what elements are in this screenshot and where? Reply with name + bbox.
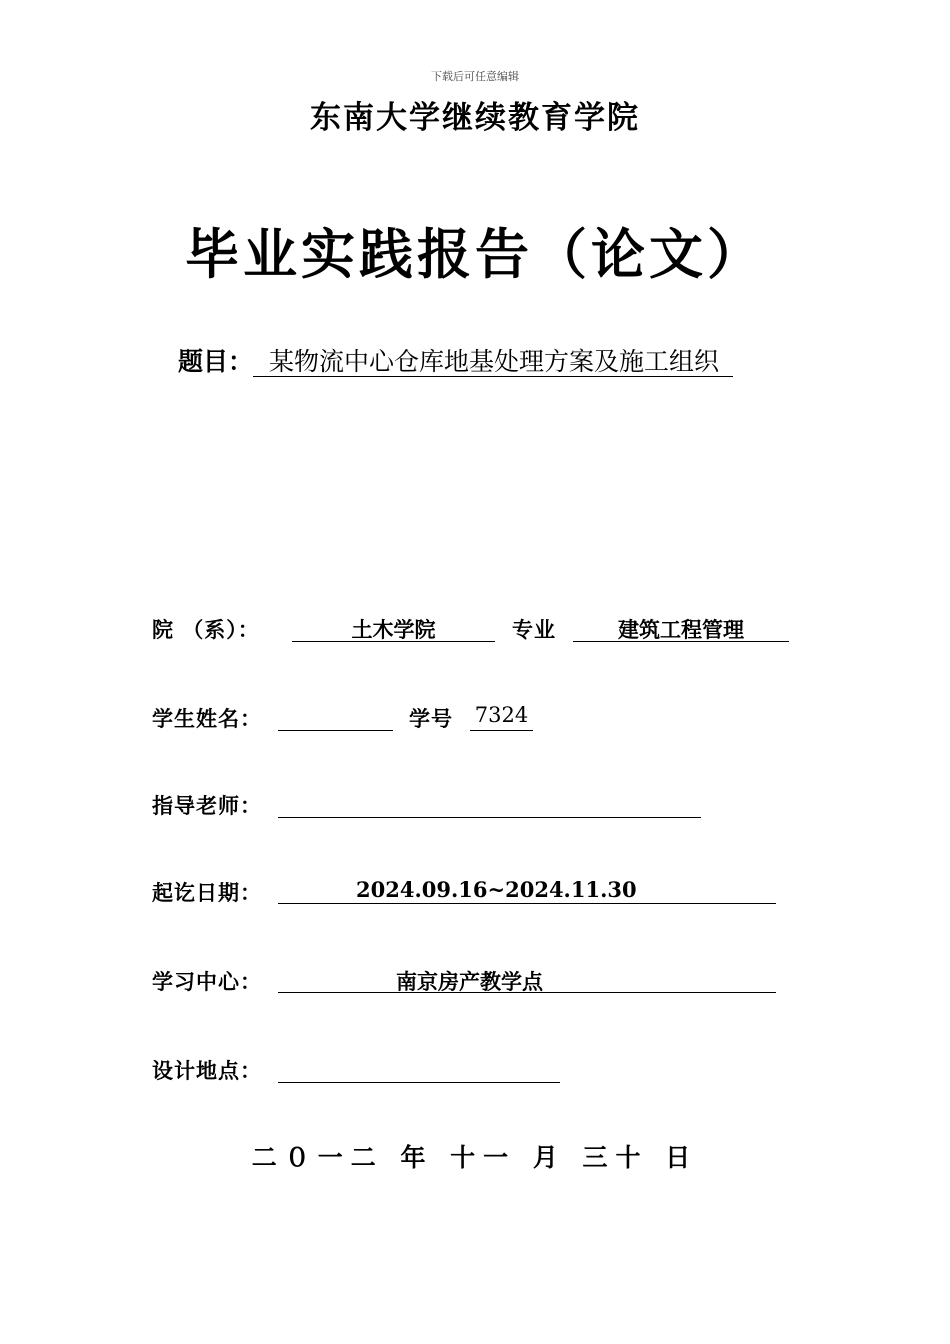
design-location-label: 设计地点： <box>152 1058 262 1083</box>
advisor-label: 指导老师： <box>152 793 262 818</box>
design-location-value <box>278 1055 560 1083</box>
department-label: 院 （系）： <box>152 617 260 642</box>
topic-value: 某物流中心仓库地基处理方案及施工组织 <box>253 347 733 377</box>
major-label: 专业 <box>512 617 556 642</box>
study-center-value: 南京房产教学点 <box>278 966 776 993</box>
department-major-row <box>152 614 802 644</box>
department-value: 土木学院 <box>292 614 495 642</box>
topic-row <box>178 342 733 378</box>
document-title: 毕业实践报告（论文） <box>185 222 765 286</box>
school-name: 东南大学继续教育学院 <box>310 100 640 136</box>
study-center-row <box>152 966 792 996</box>
student-name-label: 学生姓名： <box>152 706 262 731</box>
topic-label: 题目： <box>178 347 254 376</box>
student-id-label: 学号 <box>409 706 453 731</box>
date-range-row <box>152 877 792 907</box>
header-note: 下载后可任意编辑 <box>431 70 519 83</box>
advisor-row <box>152 790 712 820</box>
design-location-row <box>152 1055 572 1085</box>
major-value: 建筑工程管理 <box>573 614 789 642</box>
student-name-value <box>278 703 393 731</box>
date-range-value: 2024.09.16~2024.11.30 <box>278 877 776 904</box>
date-range-label: 起讫日期： <box>152 880 262 905</box>
study-center-label: 学习中心： <box>152 969 262 994</box>
advisor-value <box>278 790 701 818</box>
student-row <box>152 703 552 733</box>
document-date: 二０一二 年 十一 月 三十 日 <box>251 1143 699 1172</box>
student-id-value: 7324 <box>470 703 533 731</box>
